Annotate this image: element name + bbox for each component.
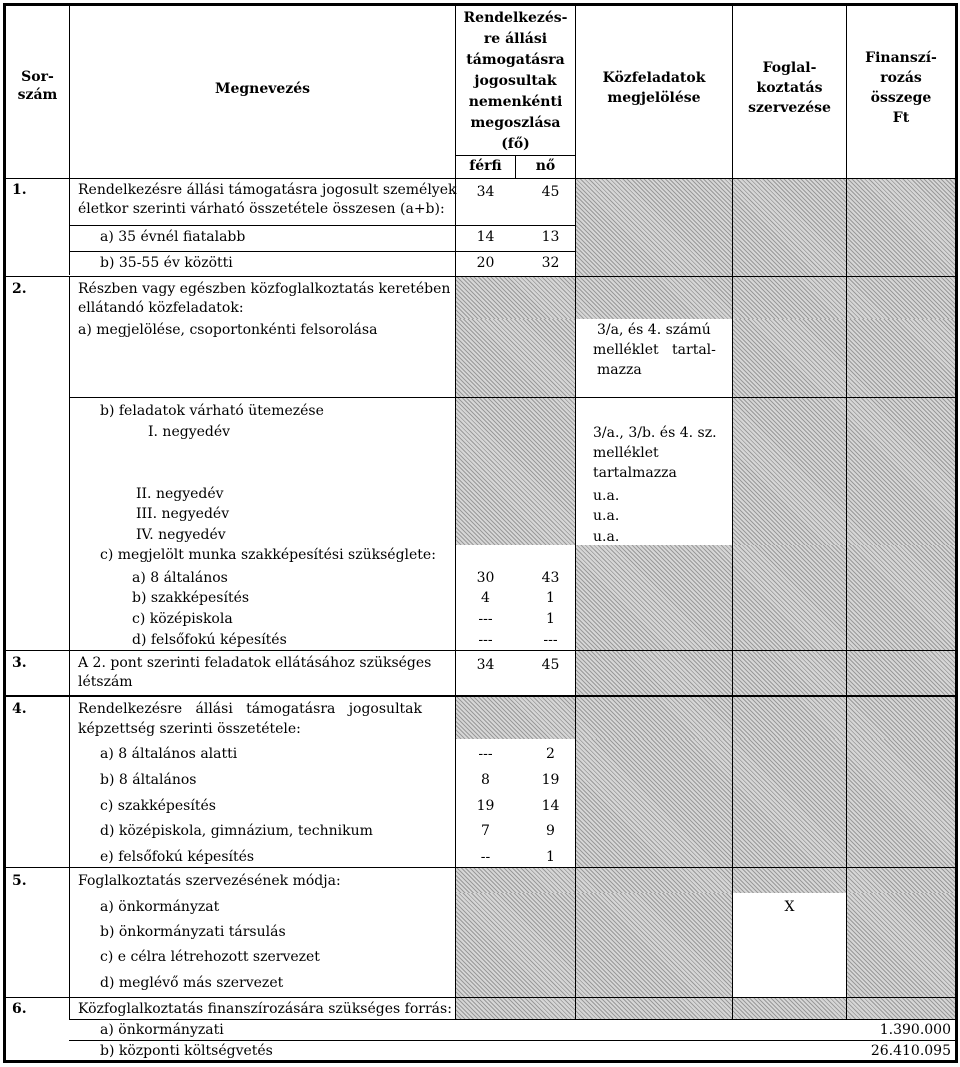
s1-title-line1: Rendelkezésre állási támogatásra jogosult személyek [78,182,457,198]
s2-b-line [69,397,957,398]
s1-female: 45 [541,184,560,200]
s2-q2-note: u.a. [593,488,620,504]
s4-row-label: e) felsőfokú képesítés [100,849,255,865]
hatch-s3-cols456 [575,650,955,695]
s4-row-label: b) 8 általános [100,772,197,788]
s2-c-row-female: 1 [546,611,555,627]
col-line-1-s1 [69,179,70,275]
s3-number: 3. [12,655,27,671]
s2-c-row-label: c) középiskola [132,611,233,627]
s4-title-line1: Rendelkezésre állási támogatásra jogosultak [78,701,422,717]
s1-b-label: b) 35-55 év közötti [100,255,233,271]
s3-male: 34 [476,657,495,673]
s2-title-line1: Részben vagy egészben közfoglalkoztatás keretében [78,281,451,297]
s2-q3-note: u.a. [593,508,620,524]
header-name: Megnevezés [214,81,311,97]
s6-row-b-line [69,1040,957,1041]
border-left [3,3,6,1063]
hatch-s5-rows-col346 [456,893,732,997]
col-line-1-s4 [69,695,70,867]
s1-b-female: 32 [541,255,560,271]
s2-a-note-line1: 3/a, és 4. számú [597,322,711,338]
s2-a-note-line3: mazza [597,362,642,378]
s2-c-row-female: 43 [541,570,560,586]
s2-q2: II. negyedév [136,486,224,502]
s2-a-label: a) megjelölése, csoportonkénti felsorolása [78,322,378,338]
s5-row-label: d) meglévő más szervezet [100,975,284,991]
s4-row-male: 19 [476,798,495,814]
header-row-number: Sor- szám [17,69,58,103]
s6-row-label: a) önkormányzati [100,1022,224,1038]
s2-title-line2: ellátandó közfeladatok: [78,300,244,316]
s2-c-row-male: 4 [481,590,490,606]
s3-title-line1: A 2. pont szerinti feladatok ellátásához szükséges [78,655,432,671]
s2-c-row-male: 30 [476,570,495,586]
s4-row-label: a) 8 általános alatti [100,746,238,762]
s5-title: Foglalkoztatás szervezésének módja: [78,873,341,889]
s1-row-a-line [69,225,575,226]
s1-row-b-line [69,251,575,252]
hatch-s4-rows-cols456 [575,739,955,867]
s4-row-male: 8 [481,772,490,788]
hatch-s2-a-col56 [732,319,955,397]
s2-q1-note-line3: tartalmazza [593,465,677,481]
col-line-1-s3 [69,650,70,695]
header-male: férfi [469,158,502,174]
hatch-s5-title [456,867,955,893]
s2-q3: III. negyedév [136,506,230,522]
s6-row-amount: 26.410.095 [870,1043,951,1059]
col-line-1-s5 [69,867,70,997]
hatch-s2-title-cols3456 [456,277,955,319]
s2-c-row-label: a) 8 általános [132,570,228,586]
s5-row-label: b) önkormányzati társulás [100,924,286,940]
s4-row-label: d) középiskola, gimnázium, technikum [100,823,373,839]
border-right [955,3,958,1063]
s2-c-row-label: b) szakképesítés [132,590,250,606]
s4-row-male: -- [480,849,491,865]
s6-title: Közfoglalkoztatás finanszírozására szükséges forrás: [78,1001,452,1017]
hatch-s5-rows-col6 [846,893,955,997]
s2-c-row-male: --- [478,632,493,648]
s4-row-male: --- [478,746,493,762]
s1-a-female: 13 [541,229,560,245]
header-sub-line [455,155,575,156]
s2-c-row-male: --- [478,611,493,627]
hatch-s2-b-col56 [732,397,955,545]
s4-row-label: c) szakképesítés [100,798,216,814]
s2-c-row-female: 1 [546,590,555,606]
s2-number: 2. [12,281,27,297]
header-female: nő [535,158,556,174]
s5-row-mark: X [784,899,795,915]
hatch-s2-c-cols456 [575,545,955,650]
header-eligible-by-gender: Rendelkezés- re állási támogatásra jogosultak nemenkénti megoszlása (fő) [463,10,568,152]
header-employment-organization: Foglal- koztatás szervezése [748,60,831,116]
header-public-tasks: Közfeladatok megjelölése [602,70,706,106]
s6-row-label: b) központi költségvetés [100,1043,273,1059]
s1-a-label: a) 35 évnél fiatalabb [100,229,246,245]
s5-bottom-line [3,997,957,998]
s2-c-row-female: --- [543,632,558,648]
s3-title-line2: létszám [78,674,133,690]
s4-row-female: 1 [546,849,555,865]
s4-number: 4. [12,701,27,717]
hatch-s4-title-cols3456 [456,695,955,739]
s2-a-note-line2: melléklet tartal- [593,342,716,358]
s1-male: 34 [476,184,495,200]
s2-q4: IV. negyedév [136,527,226,543]
s4-row-male: 7 [481,823,490,839]
s6-row-amount: 1.390.000 [879,1022,951,1038]
s1-a-male: 14 [476,229,495,245]
col-line-1-s2 [69,277,70,650]
s3-female: 45 [541,657,560,673]
s2-q4-note: u.a. [593,529,620,545]
header-bottom-line [3,178,957,179]
s1-title-line2: életkor szerinti várható összetétele összesen (a+b): [78,201,445,217]
s1-number: 1. [12,182,27,198]
s5-row-label: a) önkormányzat [100,899,220,915]
border-bottom [3,1060,957,1063]
s1-bottom-line [3,276,957,277]
s3-bottom-line [3,695,957,697]
s2-c-label: c) megjelölt munka szakképesítési szükséglete: [100,547,436,563]
s4-bottom-line [3,867,957,868]
s2-bottom-line [3,650,957,651]
s2-q1-note-line2: melléklet [593,445,659,461]
header-financing-amount: Finanszí- rozás összege Ft [865,50,937,126]
s5-number: 5. [12,873,27,889]
s2-q1-note-line1: 3/a., 3/b. és 4. sz. [593,425,717,441]
hatch-s1-cols456 [575,179,955,276]
s2-b-label: b) feladatok várható ütemezése [100,403,324,419]
s4-title-line2: képzettség szerinti összetétele: [78,721,301,737]
s4-row-female: 9 [546,823,555,839]
s6-number: 6. [12,1001,27,1017]
hatch-s2-b-col3 [456,397,575,545]
s5-row-label: c) e célra létrehozott szervezet [100,949,320,965]
s2-c-row-label: d) felsőfokú képesítés [132,632,287,648]
hatch-s2-a-col3 [456,319,575,397]
s4-row-female: 19 [541,772,560,788]
s4-row-female: 14 [541,798,560,814]
s6-row-a-line [69,1019,957,1020]
s2-q1: I. negyedév [148,424,231,440]
hatch-s6-title [456,997,955,1019]
s1-b-male: 20 [476,255,495,271]
s4-row-female: 2 [546,746,555,762]
border-top [3,3,957,6]
col-line-1-s6 [69,997,70,1019]
